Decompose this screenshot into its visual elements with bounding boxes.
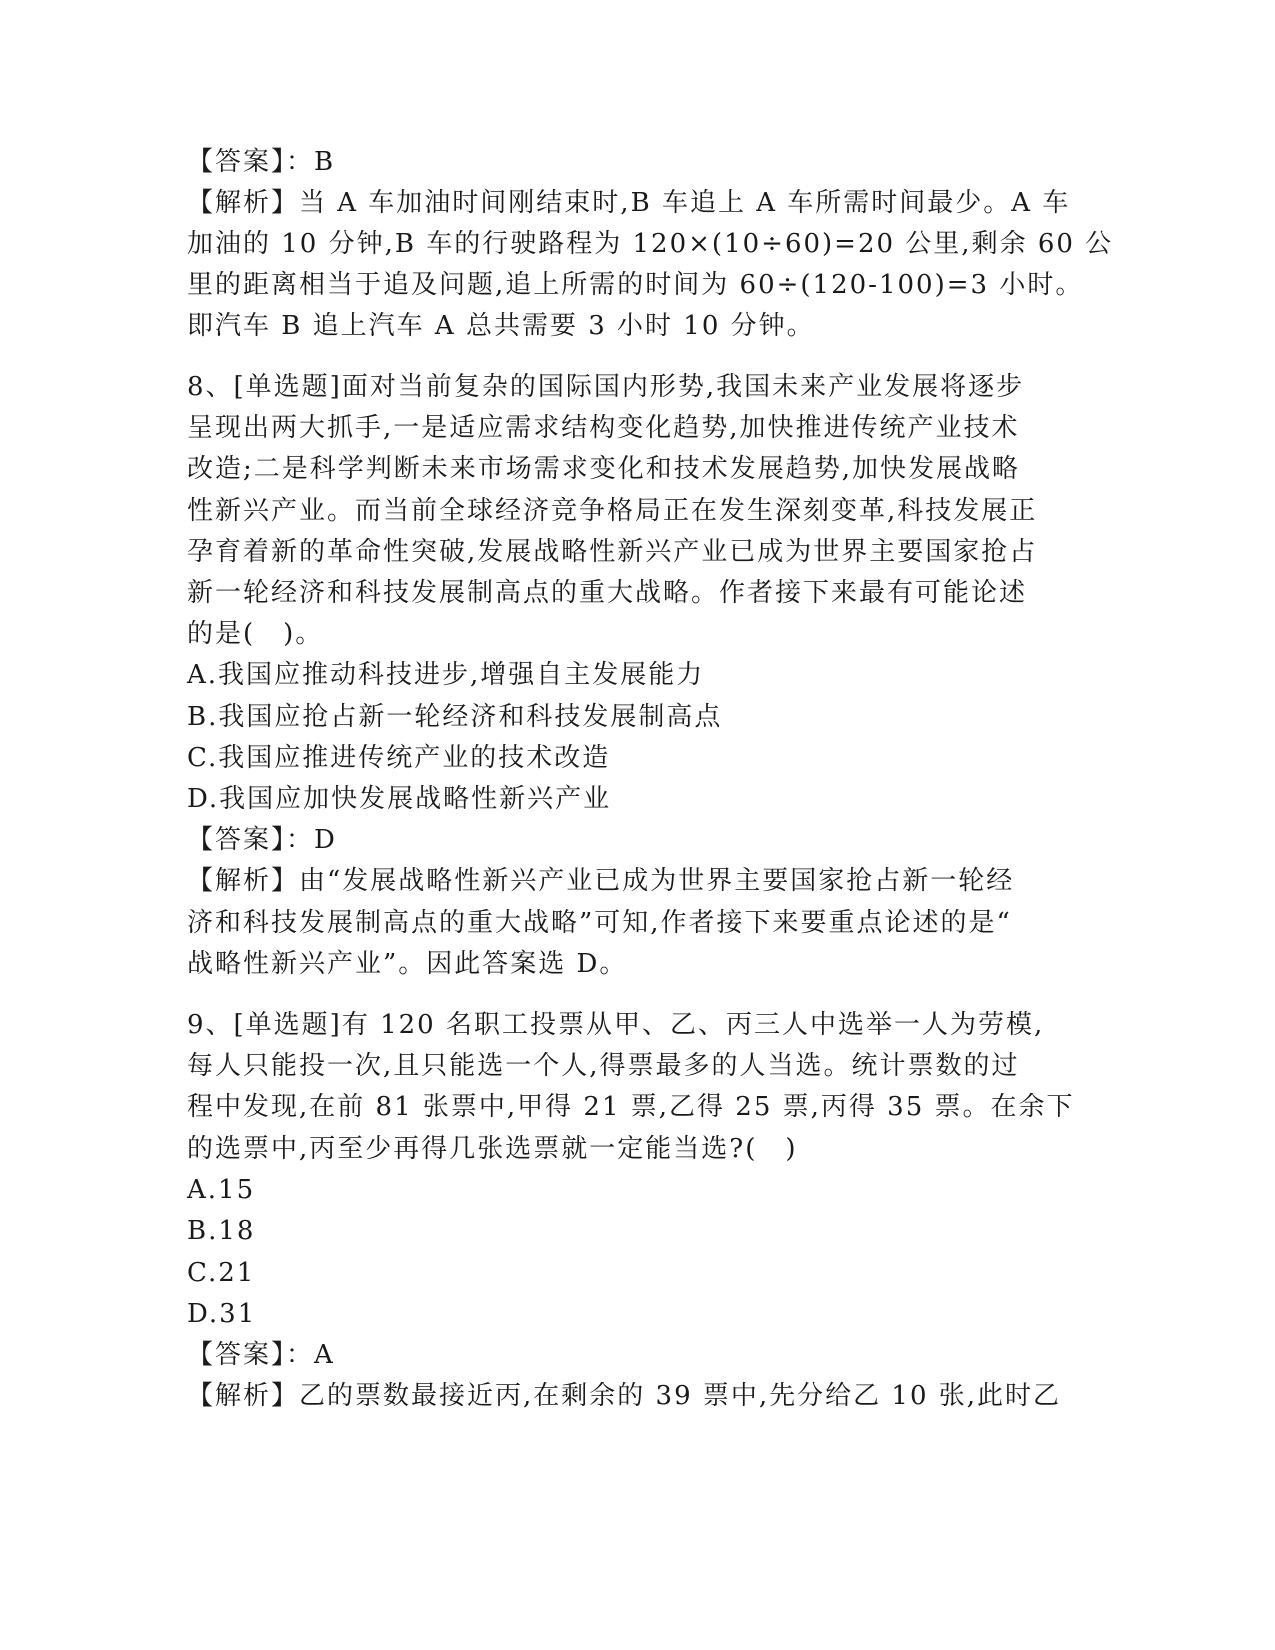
- q9-stem-line: 每人只能投一次,且只能选一个人,得票最多的人当选。统计票数的过: [187, 1051, 1020, 1081]
- q8-option-d: D.我国应加快发展战略性新兴产业: [187, 784, 612, 814]
- q8-option-b: B.我国应抢占新一轮经济和科技发展制高点: [187, 702, 723, 732]
- q8-answer: 【答案】：D: [187, 825, 337, 855]
- q9-option-d: D.31: [187, 1299, 257, 1329]
- q8-stem-line: 孕育着新的革命性突破,发展战略性新兴产业已成为世界主要国家抢占: [187, 537, 1038, 567]
- q8-option-c: C.我国应推进传统产业的技术改造: [187, 743, 611, 773]
- q8-stem-line: 的是( )。: [187, 619, 324, 649]
- q9-analysis-line: 【解析】乙的票数最接近丙,在剩余的 39 票中,先分给乙 10 张,此时乙: [187, 1381, 1062, 1411]
- q8-analysis-line: 济和科技发展制高点的重大战略”可知,作者接下来要重点论述的是“: [187, 908, 1012, 938]
- q8-stem-line: 8、[单选题]面对当前复杂的国际国内形势,我国未来产业发展将逐步: [187, 372, 1025, 402]
- q8-stem-line: 呈现出两大抓手,一是适应需求结构变化趋势,加快推进传统产业技术: [187, 413, 1020, 443]
- q7-analysis-line: 即汽车 B 追上汽车 A 总共需要 3 小时 10 分钟。: [187, 311, 815, 341]
- q9-answer: 【答案】：A: [187, 1340, 335, 1370]
- q8-stem-line: 性新兴产业。而当前全球经济竞争格局正在发生深刻变革,科技发展正: [187, 496, 1038, 526]
- q7-analysis-line: 里的距离相当于追及问题,追上所需的时间为 60÷(120-100)=3 小时。: [187, 270, 1084, 300]
- q9-stem-line: 程中发现,在前 81 张票中,甲得 21 票,乙得 25 票,丙得 35 票。在余下: [187, 1092, 1075, 1122]
- q8-stem-line: 改造;二是科学判断未来市场需求变化和技术发展趋势,加快发展战略: [187, 454, 1021, 484]
- q9-stem-line: 的选票中,丙至少再得几张选票就一定能当选?( ): [187, 1134, 798, 1164]
- q9-option-b: B.18: [187, 1216, 256, 1246]
- q7-analysis-line: 加油的 10 分钟,B 车的行驶路程为 120×(10÷60)=20 公里,剩余 60 公: [187, 229, 1114, 259]
- q9-stem-line: 9、[单选题]有 120 名职工投票从甲、乙、丙三人中选举一人为劳模,: [187, 1010, 1045, 1040]
- q7-answer: 【答案】：B: [187, 147, 336, 177]
- q8-analysis-line: 【解析】由“发展战略性新兴产业已成为世界主要国家抢占新一轮经: [187, 866, 1015, 896]
- q8-stem-line: 新一轮经济和科技发展制高点的重大战略。作者接下来最有可能论述: [187, 578, 1028, 608]
- q8-analysis-line: 战略性新兴产业”。因此答案选 D。: [187, 949, 628, 979]
- q8-option-a: A.我国应推动科技进步,增强自主发展能力: [187, 660, 705, 690]
- q9-option-a: A.15: [187, 1175, 256, 1205]
- q9-option-c: C.21: [187, 1258, 256, 1288]
- q7-analysis-line: 【解析】当 A 车加油时间刚结束时,B 车追上 A 车所需时间最少。A 车: [187, 188, 1071, 218]
